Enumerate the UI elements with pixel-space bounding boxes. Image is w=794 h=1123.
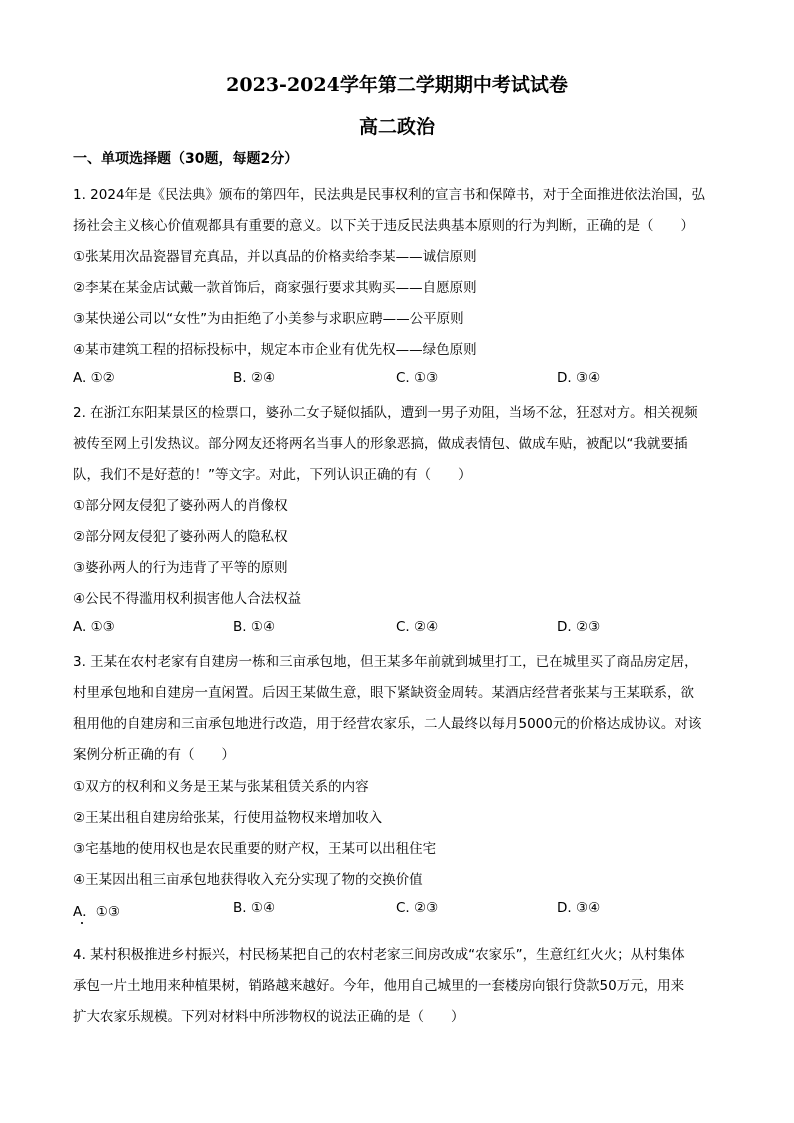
exam-subject: 高二政治 [358,116,435,138]
q2-statement: ①部分网友侵犯了婆孙两人的肖像权 [73,498,288,514]
q1-stem-line: 扬社会主义核心价值观都具有重要的意义。以下关于违反民法典基本原则的行为判断，正确的是（ ） [73,218,694,234]
q2-statement: ③婆孙两人的行为违背了平等的原则 [73,560,288,576]
q2-option-b: B. ①④ [233,619,276,635]
q3-stem-line: 租用他的自建房和三亩承包地进行改造，用于经营农家乐，二人最终以每月5000元的价格达成协议。对该 [73,716,702,732]
q1-option-b: B. ②④ [233,370,276,386]
q2-stem-line: 2. 在浙江东阳某景区的检票口，婆孙二女子疑似插队，遭到一男子劝阻，当场不忿，狂怼对方。相关视频 [73,405,698,421]
q2-stem-line: 被传至网上引发热议。部分网友还将两名当事人的形象恶搞，做成表情包、做成车贴，被配以“我就要插 [73,436,688,452]
q2-statement: ②部分网友侵犯了婆孙两人的隐私权 [73,529,288,545]
q1-statement: ②李某在某金店试戴一款首饰后，商家强行要求其购买——自愿原则 [73,280,477,296]
q3-statement: ④王某因出租三亩承包地获得收入充分实现了物的交换价值 [73,872,423,888]
stray-mark [81,922,83,924]
q1-statement: ①张某用次品瓷器冒充真品，并以真品的价格卖给李某——诚信原则 [73,249,477,265]
q4-stem-line: 扩大农家乐规模。下列对材料中所涉物权的说法正确的是（ ） [73,1009,465,1025]
q1-option-a: A. ①② [73,370,115,386]
q3-statement: ①双方的权利和义务是王某与张某租赁关系的内容 [73,779,369,795]
q2-option-a: A. ①③ [73,619,115,635]
q3-option-b: B. ①④ [233,900,276,916]
exam-title: 2023-2024学年第二学期期中考试试卷 [226,74,568,96]
q4-stem-line: 4. 某村积极推进乡村振兴，村民杨某把自己的农村老家三间房改成“农家乐”，生意红红火火；从村集体 [73,947,685,963]
q3-stem-line: 案例分析正确的有（ ） [73,747,235,763]
q1-option-c: C. ①③ [396,370,439,386]
q4-stem-line: 承包一片土地用来种植果树，销路越来越好。今年，他用自己城里的一套楼房向银行贷款50万元，用来 [73,978,685,994]
q1-option-d: D. ③④ [557,370,601,386]
section-heading: 一、单项选择题（30题，每题2分） [73,151,299,167]
q2-option-c: C. ②④ [396,619,439,635]
q2-option-d: D. ②③ [557,619,601,635]
q1-statement: ④某市建筑工程的招标投标中，规定本市企业有优先权——绿色原则 [73,342,477,358]
q2-stem-line: 队，我们不是好惹的！”等文字。对此，下列认识正确的有（ ） [73,467,472,483]
q3-stem-line: 村里承包地和自建房一直闲置。后因王某做生意，眼下紧缺资金周转。某酒店经营者张某与王某联系，欲 [73,685,694,701]
q1-stem-line: 1. 2024年是《民法典》颁布的第四年，民法典是民事权利的宣言书和保障书，对于全面推进依法治国，弘 [73,187,706,203]
q3-statement: ③宅基地的使用权也是农民重要的财产权，王某可以出租住宅 [73,841,437,857]
q1-statement: ③某快递公司以“女性”为由拒绝了小美参与求职应聘——公平原则 [73,311,464,327]
q3-option-c: C. ②③ [396,900,439,916]
q3-option-a: A．①③ [73,904,120,920]
q3-stem-line: 3. 王某在农村老家有自建房一栋和三亩承包地，但王某多年前就到城里打工，已在城里买了商品房定居， [73,654,698,670]
q3-option-d: D. ③④ [557,900,601,916]
q2-statement: ④公民不得滥用权利损害他人合法权益 [73,591,302,607]
q3-statement: ②王某出租自建房给张某，行使用益物权来增加收入 [73,810,383,826]
